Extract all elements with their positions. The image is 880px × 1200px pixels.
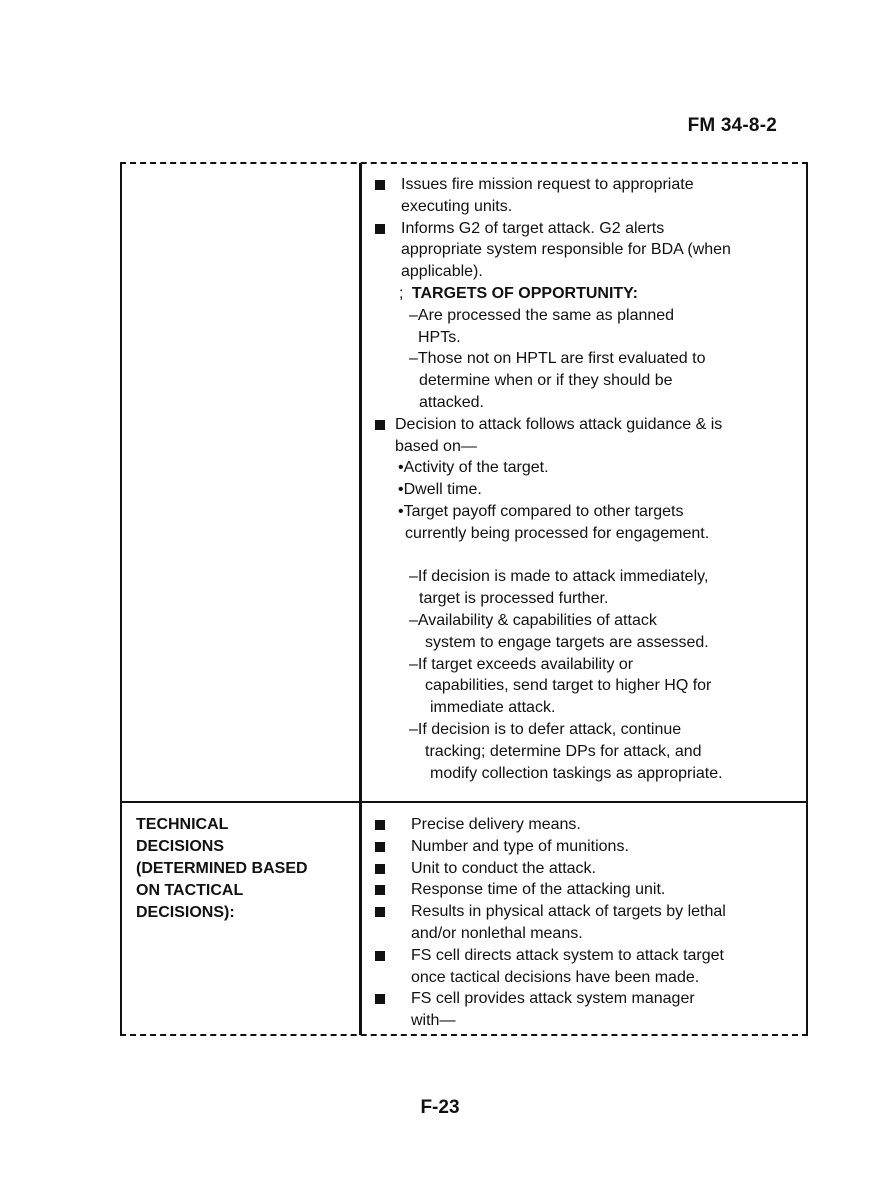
- list-item-line: Informs G2 of target attack. G2 alerts: [401, 219, 665, 237]
- opportunity-heading-row: [375, 283, 800, 305]
- list-item: [375, 348, 800, 413]
- list-item-line: Results in physical attack of targets by lethal: [411, 903, 726, 921]
- label-line: (DETERMINED BASED: [136, 860, 308, 877]
- list-item-line: –If decision is to defer attack, continue: [409, 720, 682, 738]
- list-item: [375, 879, 800, 901]
- bullet-square-icon: [375, 174, 389, 197]
- list-item: [375, 414, 800, 458]
- list-item-line: attacked.: [419, 393, 484, 411]
- opportunity-marker: ;: [399, 284, 404, 302]
- label-line: DECISIONS):: [136, 904, 235, 921]
- list-item: [375, 174, 800, 218]
- list-item-line: modify collection taskings as appropriate.: [430, 764, 723, 782]
- table-column-divider: [359, 163, 362, 1035]
- list-item-line: once tactical decisions have been made.: [411, 968, 700, 986]
- list-item: [375, 610, 800, 654]
- list-item: [375, 479, 800, 501]
- table-right-border: [806, 163, 808, 1035]
- list-item: [375, 457, 800, 479]
- label-line: DECISIONS: [136, 838, 225, 855]
- list-item-line: immediate attack.: [430, 699, 556, 717]
- bullet-square-icon: [375, 988, 389, 1011]
- list-item-line: –Are processed the same as planned: [409, 306, 675, 324]
- list-item: [375, 988, 800, 1032]
- list-item-line: with—: [411, 1012, 456, 1030]
- list-item-line: HPTs.: [418, 328, 461, 346]
- list-item: [375, 566, 800, 610]
- list-item-line: •Dwell time.: [398, 481, 482, 499]
- list-item: [375, 501, 800, 545]
- bullet-square-icon: [375, 879, 389, 902]
- list-item-line: target is processed further.: [419, 590, 609, 608]
- document-number: FM 34-8-2: [687, 115, 777, 136]
- list-item-line: •Target payoff compared to other targets: [398, 502, 684, 520]
- list-item: [375, 901, 800, 945]
- bullet-square-icon: [375, 814, 389, 837]
- list-item: [375, 305, 800, 349]
- list-item-line: capabilities, send target to higher HQ for: [425, 677, 712, 695]
- list-item-line: Unit to conduct the attack.: [411, 859, 596, 877]
- table-top-border: [120, 162, 808, 164]
- list-item-line: based on—: [395, 437, 477, 455]
- bullet-square-icon: [375, 836, 389, 859]
- row1-content: [375, 174, 800, 784]
- row2-content: [375, 814, 800, 1032]
- list-item: [375, 945, 800, 989]
- bullet-square-icon: [375, 901, 389, 924]
- list-item-line: Decision to attack follows attack guidance & is: [395, 415, 723, 433]
- list-item-line: Issues fire mission request to appropriate: [401, 176, 694, 193]
- table-bottom-border: [120, 1034, 808, 1036]
- page-number: F-23: [420, 1097, 460, 1118]
- label-line: ON TACTICAL: [136, 882, 244, 899]
- list-item-line: FS cell provides attack system manager: [411, 990, 695, 1008]
- list-item: [375, 719, 800, 784]
- list-item: [375, 814, 800, 836]
- list-item-line: –Availability & capabilities of attack: [409, 611, 657, 629]
- list-item-line: system to engage targets are assessed.: [425, 633, 709, 651]
- list-item-line: Response time of the attacking unit.: [411, 881, 666, 899]
- list-item-line: determine when or if they should be: [419, 372, 673, 390]
- bullet-square-icon: [375, 218, 389, 241]
- list-item: [375, 858, 800, 880]
- list-item-line: applicable).: [401, 263, 483, 281]
- list-item-line: tracking; determine DPs for attack, and: [425, 742, 702, 760]
- list-item: [375, 654, 800, 719]
- list-item-line: •Activity of the target.: [398, 459, 549, 477]
- table-left-border: [120, 163, 122, 1035]
- bullet-square-icon: [375, 858, 389, 881]
- list-item-line: –If decision is made to attack immediately,: [409, 568, 709, 586]
- bullet-square-icon: [375, 945, 389, 968]
- list-item-line: –Those not on HPTL are first evaluated to: [409, 350, 706, 368]
- list-item-line: currently being processed for engagement.: [405, 524, 710, 542]
- label-line: TECHNICAL: [136, 816, 229, 833]
- table-row-divider: [120, 801, 808, 803]
- list-item-line: Precise delivery means.: [411, 816, 581, 833]
- opportunity-heading: TARGETS OF OPPORTUNITY:: [411, 284, 638, 302]
- list-item-line: and/or nonlethal means.: [411, 924, 583, 942]
- list-item-line: FS cell directs attack system to attack target: [411, 946, 724, 964]
- list-item: [375, 836, 800, 858]
- technical-decisions-label: [136, 814, 346, 924]
- list-item-line: –If target exceeds availability or: [409, 655, 634, 673]
- bullet-square-icon: [375, 414, 389, 437]
- list-item: [375, 218, 800, 283]
- list-item-line: appropriate system responsible for BDA (when: [401, 241, 731, 259]
- list-item-line: executing units.: [401, 197, 513, 215]
- list-item-line: Number and type of munitions.: [411, 837, 629, 855]
